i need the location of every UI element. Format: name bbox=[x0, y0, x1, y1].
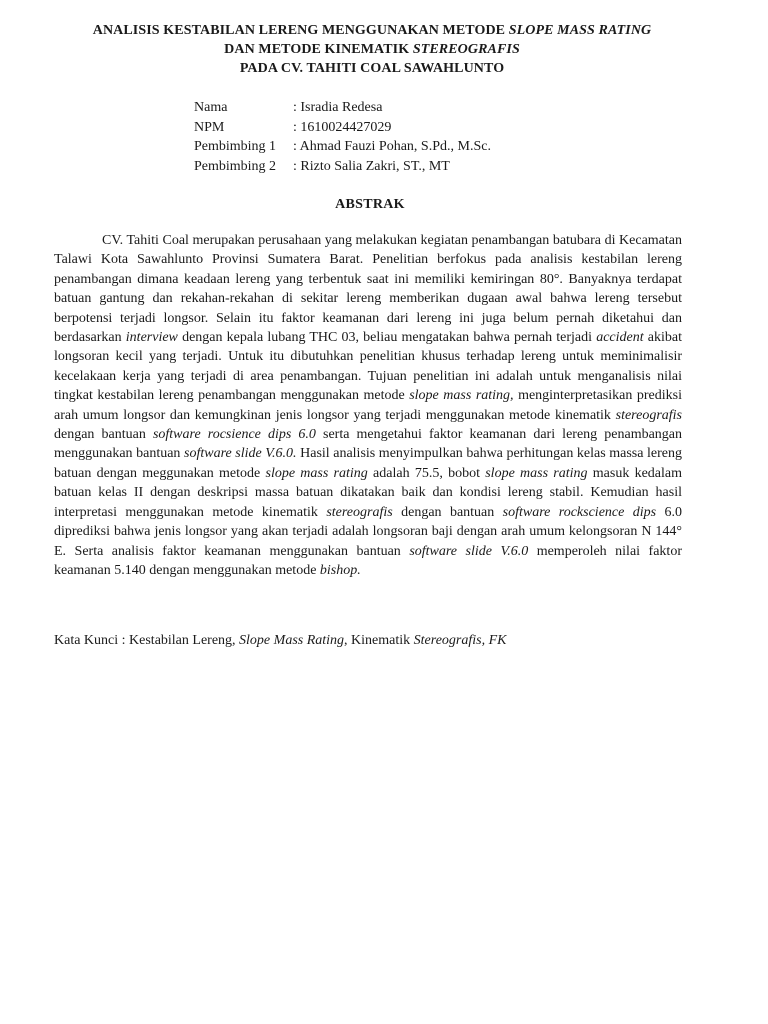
meta-label: Pembimbing 2 bbox=[194, 158, 277, 174]
meta-label: NPM bbox=[194, 119, 225, 135]
author-info bbox=[194, 98, 491, 176]
meta-value: : Isradia Redesa bbox=[293, 100, 383, 115]
meta-value: : Ahmad Fauzi Pohan, S.Pd., M.Sc. bbox=[293, 139, 491, 154]
student-id-row bbox=[194, 118, 491, 138]
meta-value: : 1610024427029 bbox=[293, 119, 392, 135]
supervisor-2-row bbox=[194, 157, 491, 177]
document-title bbox=[0, 21, 740, 78]
title-line-2: DAN METODE KINEMATIK STEREOGRAFIS bbox=[224, 42, 520, 57]
abstract-heading: ABSTRAK bbox=[335, 197, 405, 212]
meta-value: : Rizto Salia Zakri, ST., MT bbox=[293, 158, 450, 174]
keywords-line: Kata Kunci : Kestabilan Lereng, Slope Mass Rating, Kinematik Stereografis, FK bbox=[54, 633, 507, 648]
title-line-1: ANALISIS KESTABILAN LERENG MENGGUNAKAN METODE SLOPE MASS RATING bbox=[92, 23, 652, 38]
abstract-paragraph: CV. Tahiti Coal merupakan perusahaan yang melakukan kegiatan penambangan batubara di Kecamatan Talawi Kota Sawahlunto Provinsi Sumatera Barat. Penelitian berfokus pada analisis kestabilan lereng penambangan dimana keadaan lereng yang terbentuk saat ini memiliki kemiringan 80°. Banyaknya terdapat batuan gantung dan rekahan-rekahan di sekitar lereng memberikan dugaan awal bahwa lereng tersebut berpotensi terjadi longsor. Selain itu faktor keamanan dari lereng ini juga belum pernah diketahui dan berdasarkan interview dengan kepala lubang THC 03, beliau mengatakan bahwa pernah terjadi accident akibat longsoran kecil yang terjadi. Untuk itu dibutuhkan penelitian khusus terhadap lereng untuk meminimalisir kecelakaan kerja yang terjadi di area penambangan. Tujuan penelitian ini adalah untuk menganalisis nilai tingkat kestabilan lereng penambangan menggunakan metode slope mass rating, menginterpretasikan prediksi arah umum longsor dan kemungkinan jenis longsor yang terjadi menggunakan metode kinematik stereografis dengan bantuan software rocsience dips 6.0 serta mengetahui faktor keamanan dari lereng penambangan menggunakan bantuan software slide V.6.0. Hasil analisis menyimpulkan bahwa perhitungan kelas massa lereng batuan dengan meggunakan metode slope mass rating adalah 75.5, bobot slope mass rating masuk kedalam batuan kelas II dengan deskripsi massa batuan dikatakan baik dan kondisi lereng stabil. Kemudian hasil interpretasi menggunakan metode kinematik stereografis dengan bantuan software rockscience dips 6.0 diprediksi bahwa jenis longsor yang akan terjadi adalah longsoran baji dengan arah umum kelongsoran N 144° E. Serta analisis faktor keamanan menggunakan bantuan software slide V.6.0 memperoleh nilai faktor keamanan 5.140 dengan menggunakan metode bishop. bbox=[54, 233, 683, 578]
supervisor-1-row bbox=[194, 137, 491, 157]
meta-label: Nama bbox=[194, 100, 228, 115]
meta-label: Pembimbing 1 bbox=[194, 139, 277, 154]
author-name-row bbox=[194, 98, 491, 118]
title-line-3: PADA CV. TAHITI COAL SAWAHLUNTO bbox=[239, 61, 505, 76]
